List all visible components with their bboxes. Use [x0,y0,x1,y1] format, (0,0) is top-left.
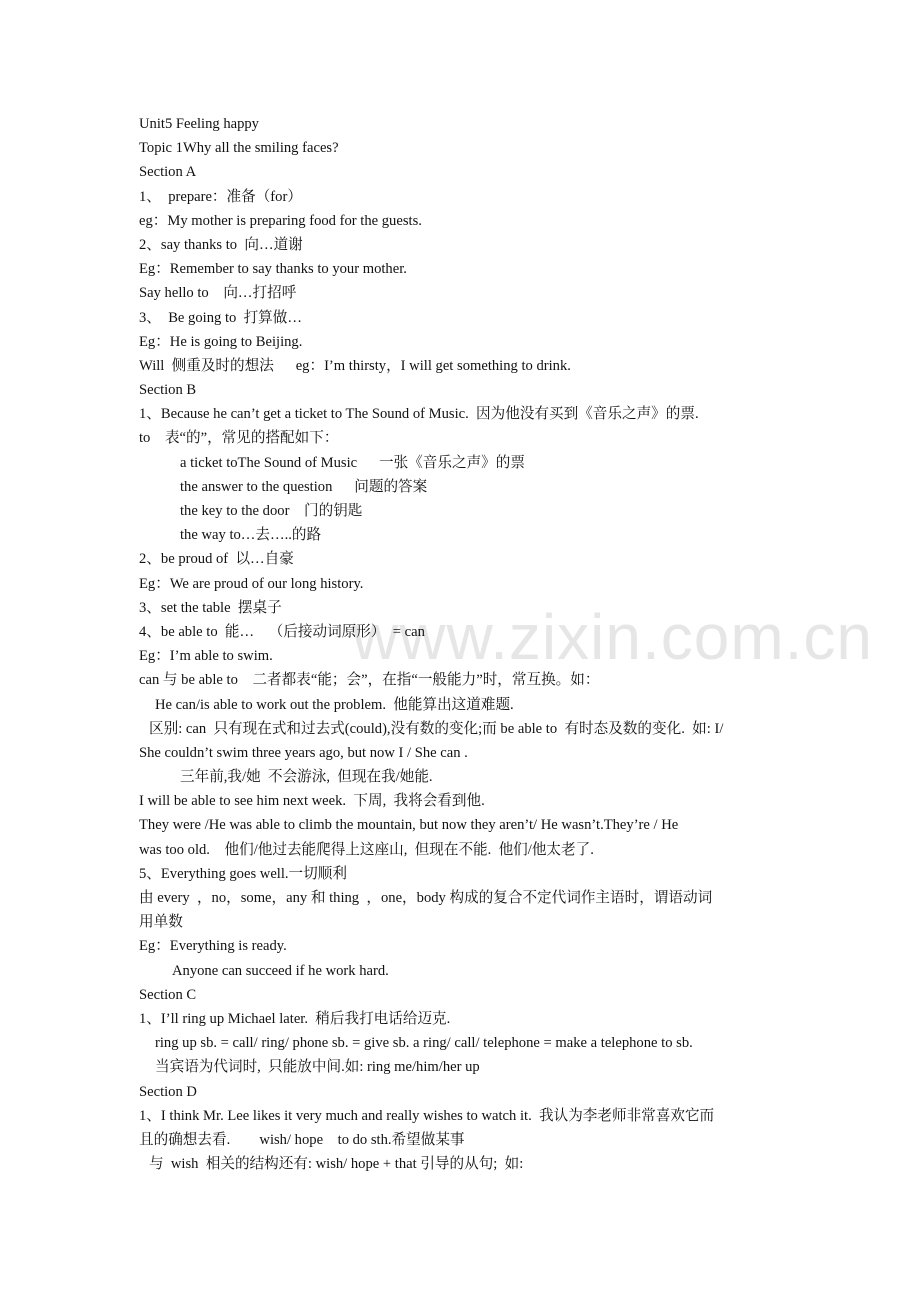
text-line: 区别: can 只有现在式和过去式(could),没有数的变化;而 be able to 有时态及数的变化. 如: I/ [149,720,724,737]
example-line: the answer to the question 问题的答案 [180,478,428,495]
text-line: Say hello to 向…打招呼 [139,285,297,302]
document-body [139,112,789,1176]
text-line: Eg：We are proud of our long history. [139,575,364,592]
example-line: He can/is able to work out the problem. 他能算出这道难题. [155,696,514,713]
text-line: 1、I’ll ring up Michael later. 稍后我打电话给迈克. [139,1010,451,1027]
example-line: Anyone can succeed if he work hard. [172,962,389,979]
watermark: www.zixin.com.cn [352,601,873,673]
text-line: 且的确想去看. wish/ hope to do sth.希望做某事 [139,1131,465,1148]
text-line: 5、Everything goes well.一切顺利 [139,865,347,882]
text-line: was too old. 他们/他过去能爬得上这座山, 但现在不能. 他们/他太老了. [139,841,594,858]
text-line: 2、say thanks to 向…道谢 [139,236,303,253]
section-c-heading: Section C [139,986,197,1003]
text-line: to 表“的”，常见的搭配如下： [139,430,339,447]
text-line: can 与 be able to 二者都表“能；会”，在指“一般能力”时，常互换。如： [139,672,600,689]
text-line: 由 every ，no，some，any 和 thing ，one，body 构成的复合不定代词作主语时，谓语动词 [139,890,713,906]
text-line: Eg：Everything is ready. [139,938,287,955]
text-line: Eg：He is going to Beijing. [139,333,303,350]
text-line: I will be able to see him next week. 下周, 我将会看到他. [139,793,485,810]
text-line: Eg：Remember to say thanks to your mother. [139,261,407,278]
example-line: the key to the door 门的钥匙 [180,503,363,519]
section-b-heading: Section B [139,382,197,399]
text-line: 1、 prepare：准备（for） [139,188,302,205]
text-line: They were /He was able to climb the mountain, but now they aren’t/ He wasn’t.They’re / He [139,817,679,834]
text-line: Eg：I’m able to swim. [139,648,273,665]
text-line: eg：My mother is preparing food for the guests. [139,212,422,229]
text-line: 4、be able to 能… （后接动词原形） = can [139,623,425,640]
text-line: 1、Because he can’t get a ticket to The Sound of Music. 因为他没有买到《音乐之声》的票. [139,406,699,423]
section-d-heading: Section D [139,1083,197,1100]
section-a-heading: Section A [139,164,197,181]
text-line: 1、I think Mr. Lee likes it very much and really wishes to watch it. 我认为李老师非常喜欢它而 [139,1107,715,1124]
example-line: 三年前,我/她 不会游泳, 但现在我/她能. [180,769,433,786]
text-line: She couldn’t swim three years ago, but now I / She can . [139,744,468,761]
example-line: the way to…去…..的路 [180,527,322,544]
text-line: 2、be proud of 以…自豪 [139,551,294,568]
topic-title: Topic 1Why all the smiling faces? [139,140,339,157]
text-line: 3、 Be going to 打算做… [139,309,302,326]
text-line: 与 wish 相关的结构还有: wish/ hope + that 引导的从句; 如: [149,1156,524,1173]
text-line: Will 侧重及时的想法 eg：I’m thirsty，I will get something to drink. [139,357,571,374]
unit-title: Unit5 Feeling happy [139,116,259,132]
text-line: 用单数 [139,914,183,931]
text-line: 3、set the table 摆桌子 [139,599,282,616]
example-line: a ticket toThe Sound of Music 一张《音乐之声》的票 [180,454,525,471]
example-line: 当宾语为代词时, 只能放中间.如: ring me/him/her up [155,1059,480,1076]
example-line: ring up sb. = call/ ring/ phone sb. = give sb. a ring/ call/ telephone = make a telephone to sb. [155,1035,693,1052]
